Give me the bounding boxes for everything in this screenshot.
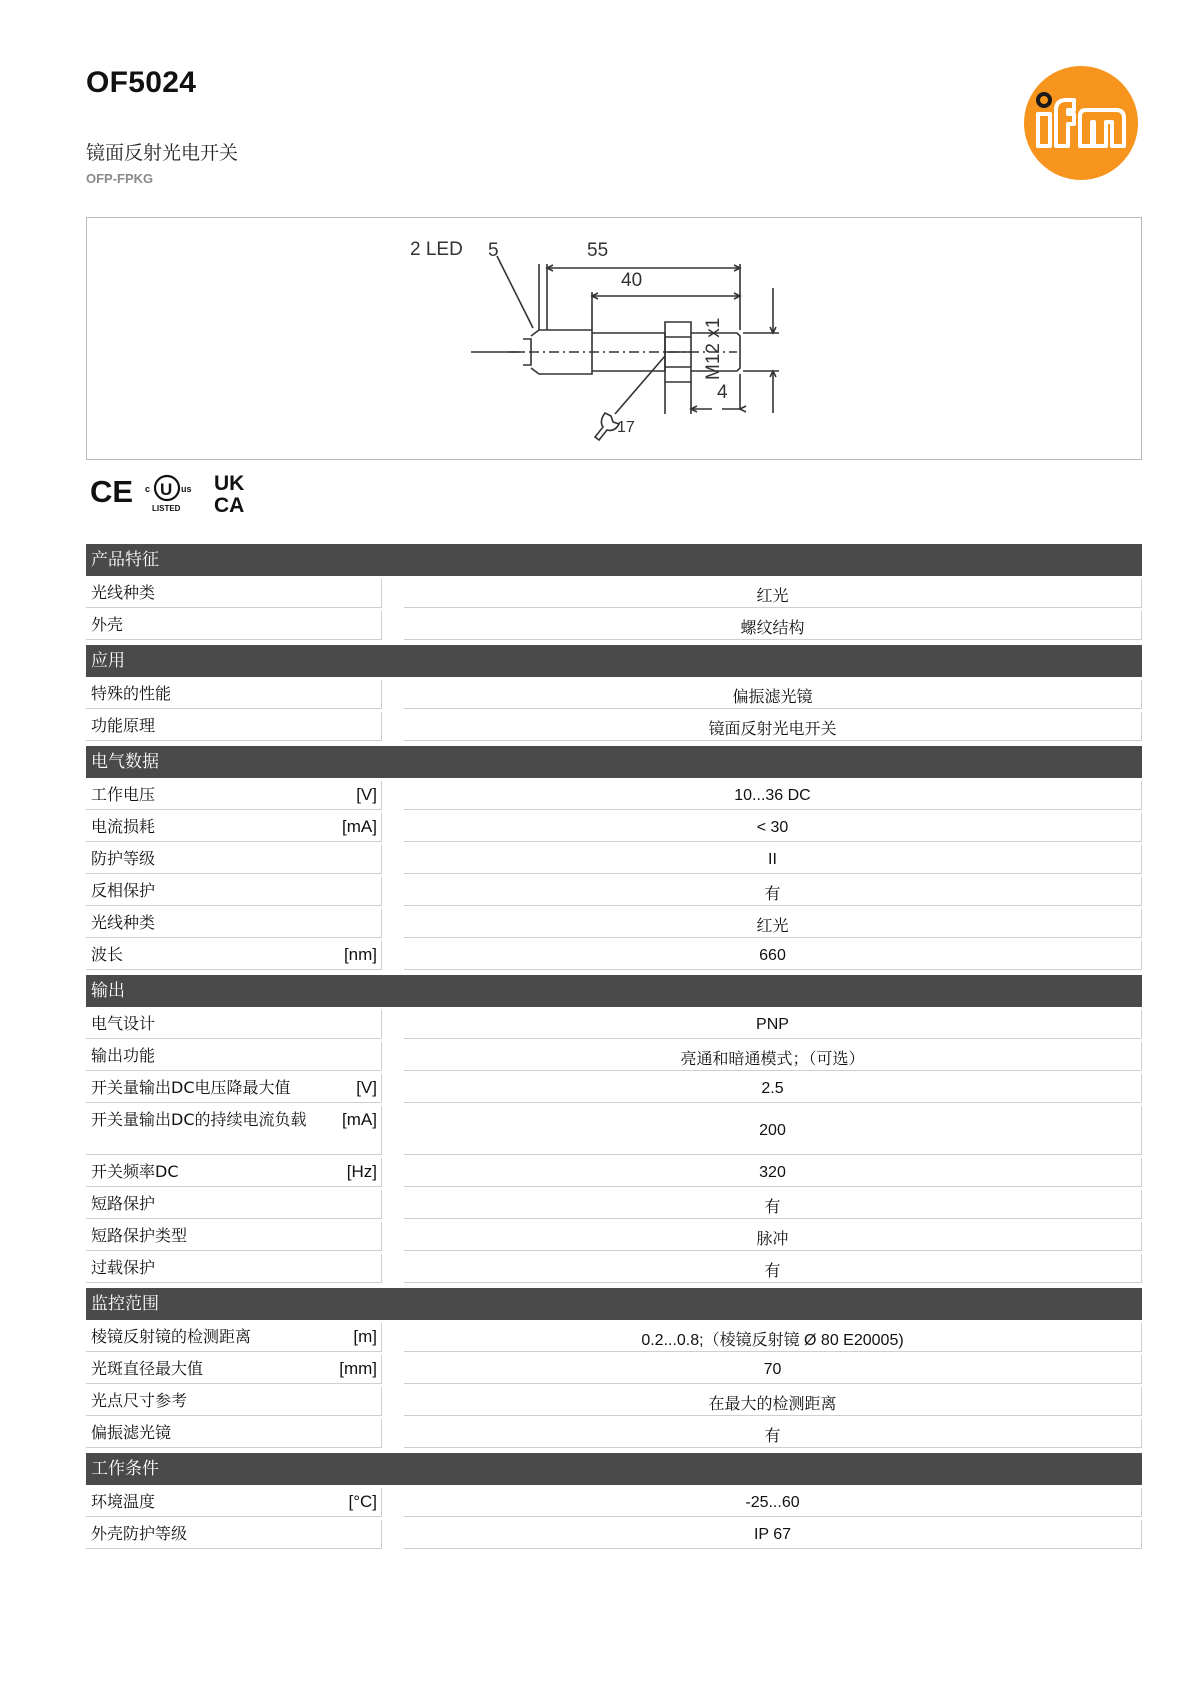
dimension-drawing [86, 217, 1142, 460]
ukca-mark [214, 472, 244, 517]
spec-label-cell [86, 909, 382, 938]
spec-label: 光线种类 [91, 583, 156, 602]
svg-text:UK: UK [214, 472, 245, 495]
section-header: 产品特征 [86, 544, 1142, 576]
spec-row [86, 1520, 1142, 1549]
product-code: OFP-FPKG [86, 171, 154, 186]
spec-row [86, 1419, 1142, 1448]
spec-label: 特殊的性能 [91, 684, 172, 703]
spec-label: 外壳防护等级 [91, 1524, 188, 1543]
spec-label-cell [86, 1222, 382, 1251]
ifm-logo [1022, 64, 1140, 182]
spec-label-cell [86, 1488, 382, 1517]
spec-label-cell [86, 1010, 382, 1039]
svg-text:CA: CA [214, 494, 245, 517]
thread-label: M12 x1 [703, 317, 724, 380]
section-header: 输出 [86, 975, 1142, 1007]
spec-label-cell [86, 611, 382, 640]
spec-label: 光线种类 [91, 913, 156, 932]
spec-label-cell [86, 781, 382, 810]
svg-text:LISTED: LISTED [152, 504, 181, 513]
spec-label-cell [86, 712, 382, 741]
spec-label: 电气设计 [91, 1014, 156, 1033]
spec-value: 660 [404, 941, 1142, 970]
spec-row [86, 781, 1142, 810]
spec-label-cell [86, 941, 382, 970]
spec-label-cell [86, 1387, 382, 1416]
spec-row [86, 1074, 1142, 1103]
spec-value: 200 [404, 1106, 1142, 1155]
spec-label: 短路保护 [91, 1194, 156, 1213]
spec-value: 有 [404, 877, 1142, 906]
spec-value: II [404, 845, 1142, 874]
spec-label: 环境温度 [91, 1492, 156, 1511]
spec-label: 输出功能 [91, 1046, 156, 1065]
spec-label: 开关量输出DC的持续电流负载 [91, 1110, 307, 1129]
spec-unit: [mA] [342, 817, 377, 836]
spec-row [86, 813, 1142, 842]
spec-row [86, 611, 1142, 640]
spec-unit: [V] [356, 785, 377, 804]
spec-row [86, 1387, 1142, 1416]
spec-value: 70 [404, 1355, 1142, 1384]
spec-label-cell [86, 1190, 382, 1219]
spec-label-cell [86, 1254, 382, 1283]
spec-unit: [mm] [339, 1359, 377, 1378]
svg-text:us: us [181, 484, 192, 494]
product-subtitle: 镜面反射光电开关 [86, 142, 239, 164]
dim-5-label: 5 [488, 240, 499, 261]
spec-label-cell [86, 1355, 382, 1384]
culus-mark [145, 476, 192, 513]
dim-40-label: 40 [621, 270, 643, 291]
spec-row [86, 579, 1142, 608]
spec-label: 电流损耗 [91, 817, 156, 836]
spec-label: 偏振滤光镜 [91, 1423, 172, 1442]
dim-4-label: 4 [717, 382, 728, 403]
spec-label: 短路保护类型 [91, 1226, 188, 1245]
spec-unit: [Hz] [346, 1162, 377, 1181]
spec-value: PNP [404, 1010, 1142, 1039]
spec-row [86, 845, 1142, 874]
spec-value: 镜面反射光电开关 [404, 712, 1142, 741]
spec-label-cell [86, 1042, 382, 1071]
specifications-table [86, 544, 1142, 1549]
spec-label: 光斑直径最大值 [91, 1359, 204, 1378]
spec-unit: [nm] [343, 945, 377, 964]
spec-value: < 30 [404, 813, 1142, 842]
spec-unit: [V] [356, 1078, 377, 1097]
spec-label-cell [86, 1106, 382, 1155]
spec-value: 红光 [404, 909, 1142, 938]
spec-value: 有 [404, 1419, 1142, 1448]
spec-label: 工作电压 [91, 785, 156, 804]
spec-row [86, 1222, 1142, 1251]
spec-value: 2.5 [404, 1074, 1142, 1103]
spec-row [86, 1190, 1142, 1219]
spec-row [86, 1355, 1142, 1384]
spec-label-cell [86, 1419, 382, 1448]
spec-value: 有 [404, 1190, 1142, 1219]
led-label: 2 LED [410, 239, 463, 260]
spec-row [86, 1106, 1142, 1155]
spec-label-cell [86, 877, 382, 906]
svg-text:c: c [145, 484, 151, 494]
spec-row [86, 1158, 1142, 1187]
spec-value: 10...36 DC [404, 781, 1142, 810]
spec-label: 棱镜反射镜的检测距离 [91, 1327, 252, 1346]
spec-label-cell [86, 579, 382, 608]
spec-label: 开关频率DC [91, 1162, 179, 1181]
spec-row [86, 712, 1142, 741]
spec-value: 在最大的检测距离 [404, 1387, 1142, 1416]
wrench-size-label: 17 [617, 419, 635, 436]
spec-value: 320 [404, 1158, 1142, 1187]
spec-value: 脉冲 [404, 1222, 1142, 1251]
spec-value: 有 [404, 1254, 1142, 1283]
spec-row [86, 909, 1142, 938]
section-header: 监控范围 [86, 1288, 1142, 1320]
spec-row [86, 1254, 1142, 1283]
spec-row [86, 1323, 1142, 1352]
spec-label-cell [86, 845, 382, 874]
spec-label: 功能原理 [91, 716, 156, 735]
dim-55-label: 55 [587, 240, 609, 261]
spec-label: 光点尺寸参考 [91, 1391, 188, 1410]
spec-value: 亮通和暗通模式；（可选） [404, 1042, 1142, 1071]
section-header: 工作条件 [86, 1453, 1142, 1485]
spec-label: 反相保护 [91, 881, 156, 900]
spec-row [86, 1010, 1142, 1039]
svg-text:U: U [160, 480, 173, 499]
spec-value: 偏振滤光镜 [404, 680, 1142, 709]
spec-label: 过载保护 [91, 1258, 156, 1277]
spec-value: 红光 [404, 579, 1142, 608]
spec-label-cell [86, 813, 382, 842]
spec-unit: [mA] [342, 1110, 377, 1129]
spec-value: 螺纹结构 [404, 611, 1142, 640]
spec-row [86, 1488, 1142, 1517]
spec-unit: [°C] [348, 1492, 377, 1511]
spec-unit: [m] [353, 1327, 377, 1346]
spec-value: IP 67 [404, 1520, 1142, 1549]
ce-mark: CE [90, 474, 134, 509]
spec-label: 开关量输出DC电压降最大值 [91, 1078, 291, 1097]
spec-row [86, 680, 1142, 709]
spec-label: 防护等级 [91, 849, 156, 868]
spec-label-cell [86, 1520, 382, 1549]
spec-label-cell [86, 1074, 382, 1103]
spec-value: -25...60 [404, 1488, 1142, 1517]
spec-label-cell [86, 1323, 382, 1352]
spec-row [86, 941, 1142, 970]
spec-label: 波长 [91, 945, 124, 964]
section-header: 电气数据 [86, 746, 1142, 778]
spec-label-cell [86, 680, 382, 709]
spec-label-cell [86, 1158, 382, 1187]
spec-value: 0.2...0.8;（棱镜反射镜 Ø 80 E20005) [404, 1323, 1142, 1352]
spec-row [86, 877, 1142, 906]
certification-marks [90, 468, 260, 518]
spec-label: 外壳 [91, 615, 124, 634]
spec-row [86, 1042, 1142, 1071]
section-header: 应用 [86, 645, 1142, 677]
product-title: OF5024 [86, 66, 197, 99]
